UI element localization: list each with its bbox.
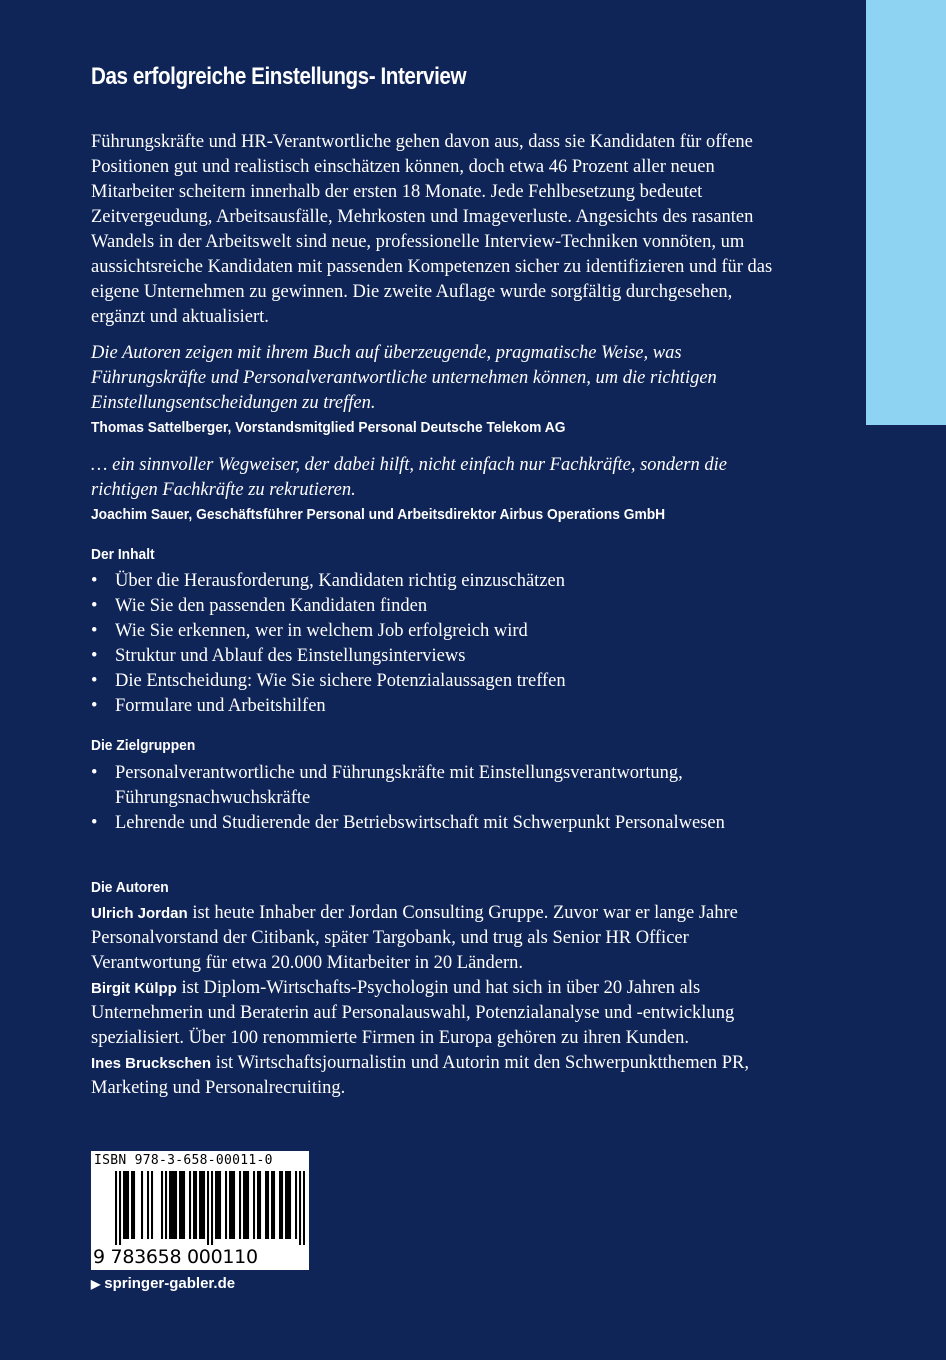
barcode-bar <box>271 1171 273 1239</box>
audience-item-text: Personalverantwortliche und Führungskräfte mit Einstellungsverantwortung, Führungsnachwuchskräfte <box>115 763 683 808</box>
barcode-bar <box>257 1171 259 1239</box>
quote-text-2: … ein sinnvoller Wegweiser, der dabei hilft, nicht einfach nur Fachkräfte, sondern die richtigen Fachkräfte zu rekrutieren. <box>91 455 727 500</box>
barcode-bar <box>127 1171 129 1239</box>
barcode-bar <box>231 1171 233 1239</box>
barcode-digits: 9 783658 000110 <box>93 1246 258 1268</box>
contents-item <box>91 569 781 594</box>
barcode-bar <box>211 1171 213 1245</box>
bullet-icon: • <box>91 621 98 641</box>
barcode-bar <box>273 1171 275 1239</box>
barcode-bar <box>267 1171 269 1239</box>
barcode-bar <box>189 1171 191 1239</box>
contents-list <box>91 569 781 719</box>
bullet-icon: • <box>91 813 98 833</box>
accent-bar <box>866 0 946 425</box>
barcode-bar <box>217 1171 219 1239</box>
contents-item-text: Die Entscheidung: Wie Sie sichere Potenzialaussagen treffen <box>115 671 566 691</box>
barcode-bar <box>225 1171 227 1239</box>
barcode-bar <box>115 1171 117 1245</box>
bullet-icon: • <box>91 696 98 716</box>
audience-list <box>91 761 781 836</box>
contents-item-text: Wie Sie erkennen, wer in welchem Job erfolgreich wird <box>115 621 528 641</box>
contents-heading: Der Inhalt <box>91 546 155 563</box>
contents-item-text: Formulare und Arbeitshilfen <box>115 696 326 716</box>
barcode-bar <box>175 1171 177 1239</box>
contents-item <box>91 619 781 644</box>
publisher-website[interactable] <box>91 1275 235 1292</box>
barcode-bar <box>265 1171 267 1239</box>
barcode-bar <box>123 1171 125 1239</box>
barcode-bar <box>193 1171 195 1239</box>
contents-item-text: Struktur und Ablauf des Einstellungsinterviews <box>115 646 466 666</box>
barcode-bar <box>289 1171 291 1239</box>
website-text: springer-gabler.de <box>104 1275 236 1292</box>
author-bio-1 <box>91 901 781 976</box>
contents-item <box>91 669 781 694</box>
isbn-barcode <box>91 1151 309 1270</box>
authors-heading: Die Autoren <box>91 879 169 896</box>
bullet-icon: • <box>91 763 98 783</box>
barcode-bar <box>233 1171 235 1239</box>
bullet-icon: • <box>91 596 98 616</box>
bullet-icon: • <box>91 646 98 666</box>
author-text-3: ist Wirtschaftsjournalistin und Autorin mit den Schwerpunktthemen PR, Marketing und Personalrecruiting. <box>91 1053 749 1098</box>
author-bio-2 <box>91 976 781 1051</box>
book-description: Führungskräfte und HR-Verantwortliche gehen davon aus, dass sie Kandidaten für offene Positionen gut und realistisch einschätzen können, doch etwa 46 Prozent aller neuen Mitarbeiter scheitern innerhalb der ersten 18 Monate. Jede Fehlbesetzung bedeutet Zeitvergeudung, Arbeitsausfälle, Mehrkosten und Imageverluste. Angesichts des rasanten Wandels in der Arbeitswelt sind neue, professionelle Interview-Techniken vonnöten, um aussichtsreiche Kandidaten mit passenden Kompetenzen sicher zu identifizieren und für das eigene Unternehmen zu gewinnen. Die zweite Auflage wurde sorgfältig durchgesehen, ergänzt und aktualisiert. <box>91 132 773 327</box>
barcode-bar <box>203 1171 205 1239</box>
barcode-bar <box>125 1171 127 1239</box>
book-title: Das erfolgreiche Einstellungs- Interview <box>91 63 467 90</box>
barcode-bar <box>199 1171 201 1239</box>
barcode-bar <box>279 1171 281 1239</box>
barcode-bar <box>171 1171 173 1239</box>
barcode-bar <box>161 1171 163 1239</box>
barcode-bar <box>239 1171 241 1239</box>
barcode-bar <box>245 1171 247 1239</box>
author-text-1: ist heute Inhaber der Jordan Consulting Gruppe. Zuvor war er lange Jahre Personalvorstand der Citibank, später Targobank, und trug als Senior HR Officer Verantwortung für etwa 20.000 Mitarbeiter in 20 Ländern. <box>91 903 738 973</box>
barcode-bar <box>253 1171 255 1239</box>
barcode-bar <box>285 1171 287 1239</box>
barcode-bar <box>287 1171 289 1239</box>
barcode-bar <box>147 1171 149 1239</box>
authors-bios <box>91 901 781 1101</box>
barcode-bar <box>131 1171 133 1239</box>
contents-item-text: Über die Herausforderung, Kandidaten richtig einzuschätzen <box>115 571 565 591</box>
barcode-bar <box>183 1171 185 1239</box>
audience-item-text: Lehrende und Studierende der Betriebswirtschaft mit Schwerpunkt Personalwesen <box>115 813 725 833</box>
barcode-bar <box>201 1171 203 1239</box>
contents-item <box>91 594 781 619</box>
barcode-bar <box>141 1171 143 1239</box>
barcode-bars <box>115 1171 305 1245</box>
quote-text-1: Die Autoren zeigen mit ihrem Buch auf überzeugende, pragmatische Weise, was Führungskräfte und Personalverantwortliche unternehmen können, um die richtigen Einstellungsentscheidungen zu treffen. <box>91 343 717 413</box>
quote-author-1: Thomas Sattelberger, Vorstandsmitglied Personal Deutsche Telekom AG <box>91 419 566 436</box>
isbn-label: ISBN 978-3-658-00011-0 <box>94 1153 273 1168</box>
author-name-1: Ulrich Jordan <box>91 905 188 922</box>
barcode-bar <box>119 1171 121 1245</box>
author-bio-3 <box>91 1051 781 1101</box>
barcode-bar <box>215 1171 217 1239</box>
barcode-bar <box>259 1171 261 1239</box>
barcode-bar <box>195 1171 197 1239</box>
barcode-bar <box>207 1171 209 1245</box>
barcode-bar <box>165 1171 167 1239</box>
barcode-bar <box>169 1171 171 1239</box>
quote-author-2: Joachim Sauer, Geschäftsführer Personal und Arbeitsdirektor Airbus Operations GmbH <box>91 506 666 523</box>
barcode-bar <box>181 1171 183 1239</box>
barcode-bar <box>299 1171 301 1245</box>
audience-item <box>91 761 781 811</box>
barcode-bar <box>229 1171 231 1239</box>
contents-item <box>91 644 781 669</box>
barcode-bar <box>219 1171 221 1239</box>
barcode-bar <box>179 1171 181 1239</box>
barcode-bar <box>303 1171 305 1245</box>
author-name-2: Birgit Külpp <box>91 980 177 997</box>
audience-item <box>91 811 781 836</box>
barcode-bar <box>151 1171 153 1239</box>
contents-item <box>91 694 781 719</box>
bullet-icon: • <box>91 671 98 691</box>
barcode-bar <box>133 1171 135 1239</box>
bullet-icon: • <box>91 571 98 591</box>
barcode-bar <box>173 1171 175 1239</box>
barcode-bar <box>281 1171 283 1239</box>
barcode-bar <box>295 1171 297 1239</box>
arrow-right-icon: ▶ <box>91 1277 101 1291</box>
author-text-2: ist Diplom-Wirtschafts-Psychologin und hat sich in über 20 Jahren als Unternehmerin und Beraterin auf Personalauswahl, Potenzialanalyse und -entwicklung spezialisiert. Über 100 renommierte Firmen in Europa gehören zu ihren Kunden. <box>91 978 735 1048</box>
audience-heading: Die Zielgruppen <box>91 737 196 754</box>
contents-item-text: Wie Sie den passenden Kandidaten finden <box>115 596 428 616</box>
author-name-3: Ines Bruckschen <box>91 1055 212 1072</box>
barcode-bar <box>243 1171 245 1239</box>
barcode-bar <box>247 1171 249 1239</box>
